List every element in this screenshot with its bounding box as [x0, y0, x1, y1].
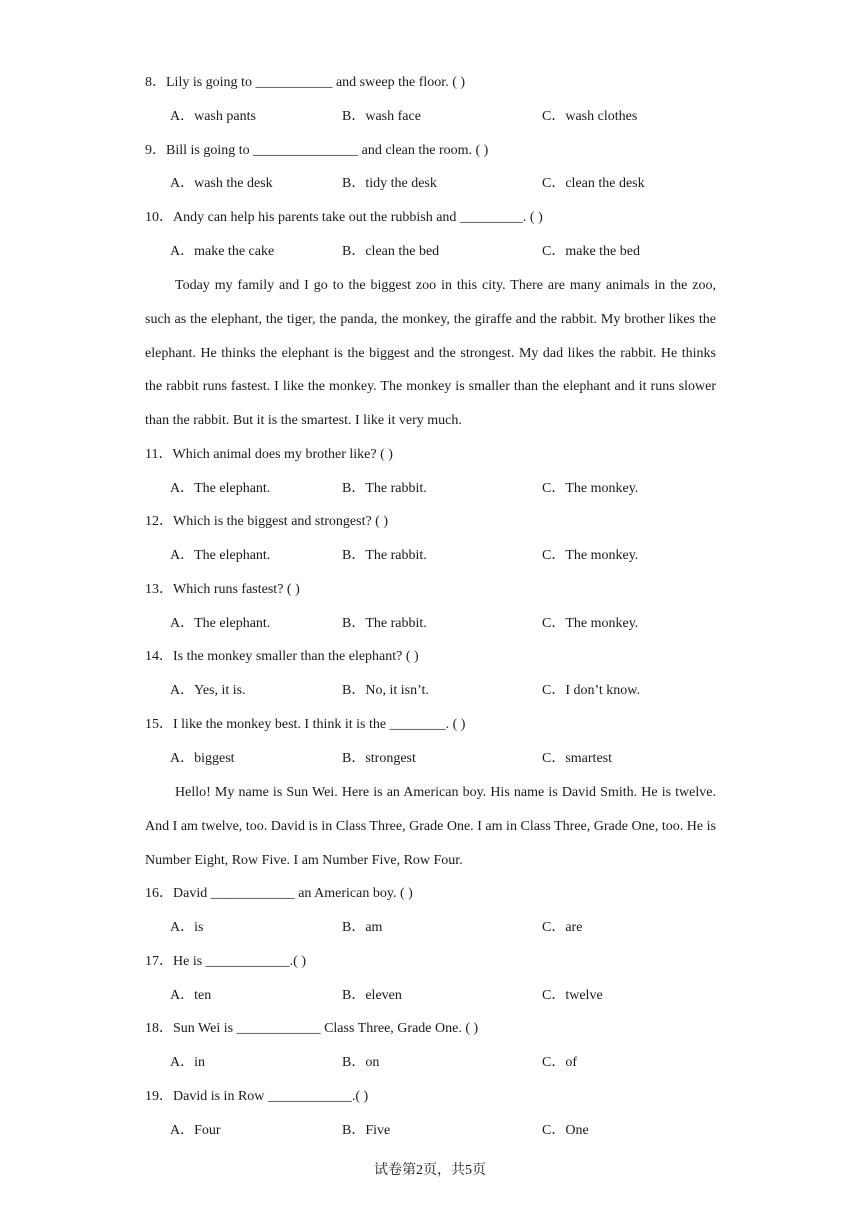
question-13-options [170, 614, 730, 634]
question-11: 11．Which animal does my brother like? ( ) [145, 447, 393, 462]
question-10: 10．Andy can help his parents take out the rubbish and _________. ( ) [145, 210, 543, 225]
question-14-options [170, 681, 730, 701]
option-a: A．The elephant. [170, 481, 271, 496]
question-16-options [170, 918, 730, 938]
option-a: A．The elephant. [170, 616, 271, 631]
option-b: B．Five [342, 1123, 391, 1138]
option-b: B．am [342, 920, 383, 935]
option-c: C．The monkey. [542, 481, 639, 496]
option-c: C．twelve [542, 988, 603, 1003]
option-b: B．The rabbit. [342, 548, 427, 563]
option-b: B．tidy the desk [342, 176, 437, 191]
option-b: B．The rabbit. [342, 616, 427, 631]
option-c: C．of [542, 1055, 577, 1070]
option-a: A．Four [170, 1123, 221, 1138]
question-18-options [170, 1053, 730, 1073]
option-c: C．The monkey. [542, 548, 639, 563]
passage-text: Hello! My name is Sun Wei. Here is an American boy. His name is David Smith. He is twelve. And I am twelve, too. David is in Class Three, Grade One. I am in Class Three, Grade One, too. He is Number Eight, Row Five. I am Number Five, Row Four. [145, 785, 716, 868]
question-19-options [170, 1121, 730, 1141]
question-8: 8．Lily is going to ___________ and sweep the floor. ( ) [145, 75, 466, 90]
option-a: A．is [170, 920, 204, 935]
option-b: B．The rabbit. [342, 481, 427, 496]
option-a: A．make the cake [170, 244, 275, 259]
question-10-options [170, 242, 730, 262]
question-13: 13．Which runs fastest? ( ) [145, 582, 300, 597]
option-a: A．wash the desk [170, 176, 273, 191]
option-a: A．Yes, it is. [170, 683, 246, 698]
question-11-options [170, 479, 730, 499]
question-15: 15．I like the monkey best. I think it is the ________. ( ) [145, 717, 466, 732]
option-b: B．on [342, 1055, 380, 1070]
page-footer: 试卷第2页，共5页 [374, 1163, 486, 1178]
question-8-options [170, 107, 730, 127]
option-c: C．The monkey. [542, 616, 639, 631]
question-12-options [170, 546, 730, 566]
option-c: C．are [542, 920, 583, 935]
question-16: 16．David ____________ an American boy. ( ) [145, 886, 413, 901]
option-a: A．The elephant. [170, 548, 271, 563]
option-b: B．clean the bed [342, 244, 440, 259]
question-14: 14．Is the monkey smaller than the elephant? ( ) [145, 649, 419, 664]
option-b: B．No, it isn’t. [342, 683, 429, 698]
option-a: A．wash pants [170, 109, 256, 124]
question-17: 17．He is ____________.( ) [145, 954, 306, 969]
option-c: C．One [542, 1123, 589, 1138]
option-b: B．eleven [342, 988, 402, 1003]
question-9-options [170, 174, 730, 194]
option-c: C．clean the desk [542, 176, 645, 191]
option-c: C．make the bed [542, 244, 640, 259]
question-17-options [170, 986, 730, 1006]
option-a: A．in [170, 1055, 205, 1070]
reading-passage-1 [145, 269, 716, 438]
option-a: A．biggest [170, 751, 235, 766]
option-c: C．smartest [542, 751, 612, 766]
question-12: 12．Which is the biggest and strongest? ( ) [145, 514, 389, 529]
question-18: 18．Sun Wei is ____________ Class Three, Grade One. ( ) [145, 1021, 479, 1036]
option-a: A．ten [170, 988, 212, 1003]
passage-text: Today my family and I go to the biggest zoo in this city. There are many animals in the zoo, such as the elephant, the tiger, the panda, the monkey, the giraffe and the rabbit. My brother likes the elephant. He thinks the elephant is the biggest and the strongest. My dad likes the rabbit. He thinks the rabbit runs fastest. I like the monkey. The monkey is smaller than the elephant and it runs slower than the rabbit. But it is the smartest. I like it very much. [145, 278, 716, 428]
option-c: C．I don’t know. [542, 683, 640, 698]
option-c: C．wash clothes [542, 109, 638, 124]
option-b: B．wash face [342, 109, 421, 124]
question-9: 9．Bill is going to _______________ and clean the room. ( ) [145, 143, 489, 158]
option-b: B．strongest [342, 751, 416, 766]
question-19: 19．David is in Row ____________.( ) [145, 1089, 369, 1104]
question-15-options [170, 749, 730, 769]
reading-passage-2 [145, 776, 716, 877]
